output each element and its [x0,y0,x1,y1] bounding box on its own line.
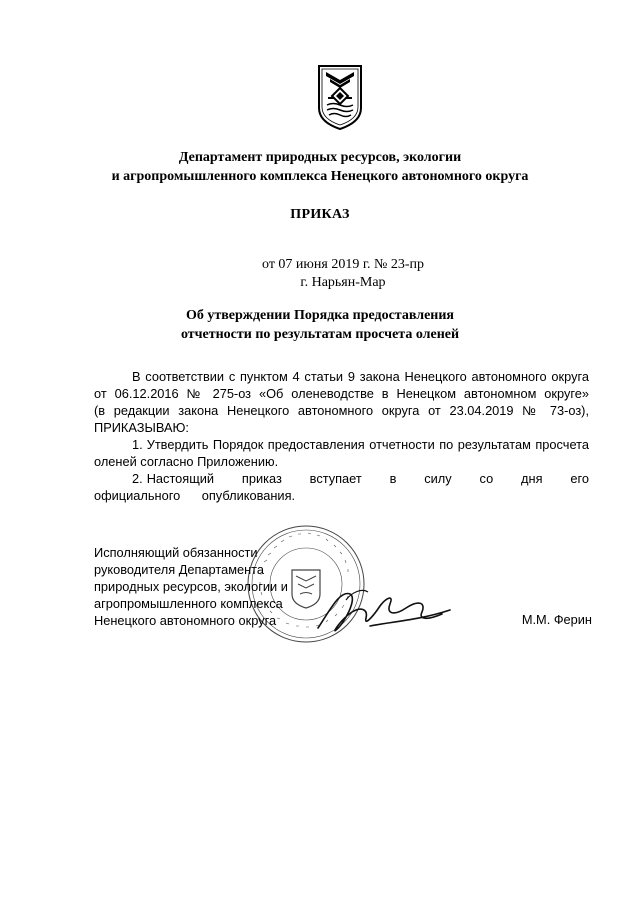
handwritten-signature [310,580,460,640]
coat-of-arms-icon [316,62,364,132]
item-number: 1. [132,437,143,452]
signatory-line-2: руководителя Департамента [94,562,265,577]
item-number: 2. [132,471,143,486]
signer-name: М.М. Ферин [521,612,592,627]
signatory-line-5: Ненецкого автономного округа [94,613,277,628]
preamble-line-2: от 06.12.2016 № 275-оз «Об оленеводстве в Ненецком автономном округе» [94,386,589,401]
order-item-1 [94,436,589,470]
subject-line-1: Об утверждении Порядка предоставления [185,308,455,323]
signatory-line-4: агропромышленного комплекса [94,596,283,611]
document-type: ПРИКАЗ [290,207,350,222]
department-header [60,148,580,186]
signatory-line-1: Исполняющий обязанности [94,545,258,560]
preamble-line-1: В соответствии с пунктом 4 статьи 9 закона Ненецкого автономного округа [132,369,589,384]
preamble [94,368,589,436]
document-subject [60,306,580,344]
date-line: от 07 июня 2019 г. № 23-пр [262,257,424,272]
subject-line-2: отчетности по результатам просчета оленей [180,327,460,342]
city-line: г. Нарьян-Мар [300,275,386,290]
preamble-line-3: (в редакции закона Ненецкого автономного округа от 23.04.2019 № 73-оз), [94,403,589,418]
signature-block [94,544,294,629]
item-text: Настоящий приказ вступает в силу со дня его официального опубликования. [94,471,589,503]
document-body [94,368,589,504]
department-line-1: Департамент природных ресурсов, экологии [178,150,462,165]
order-item-2 [94,470,589,504]
department-line-2: и агропромышленного комплекса Ненецкого автономного округа [111,169,529,184]
item-text: Утвердить Порядок предоставления отчетности по результатам просчета оленей согласно Приложению. [94,437,589,469]
signatory-line-3: природных ресурсов, экологии и [94,579,288,594]
date-block [248,256,438,292]
order-word: ПРИКАЗЫВАЮ: [94,420,189,435]
